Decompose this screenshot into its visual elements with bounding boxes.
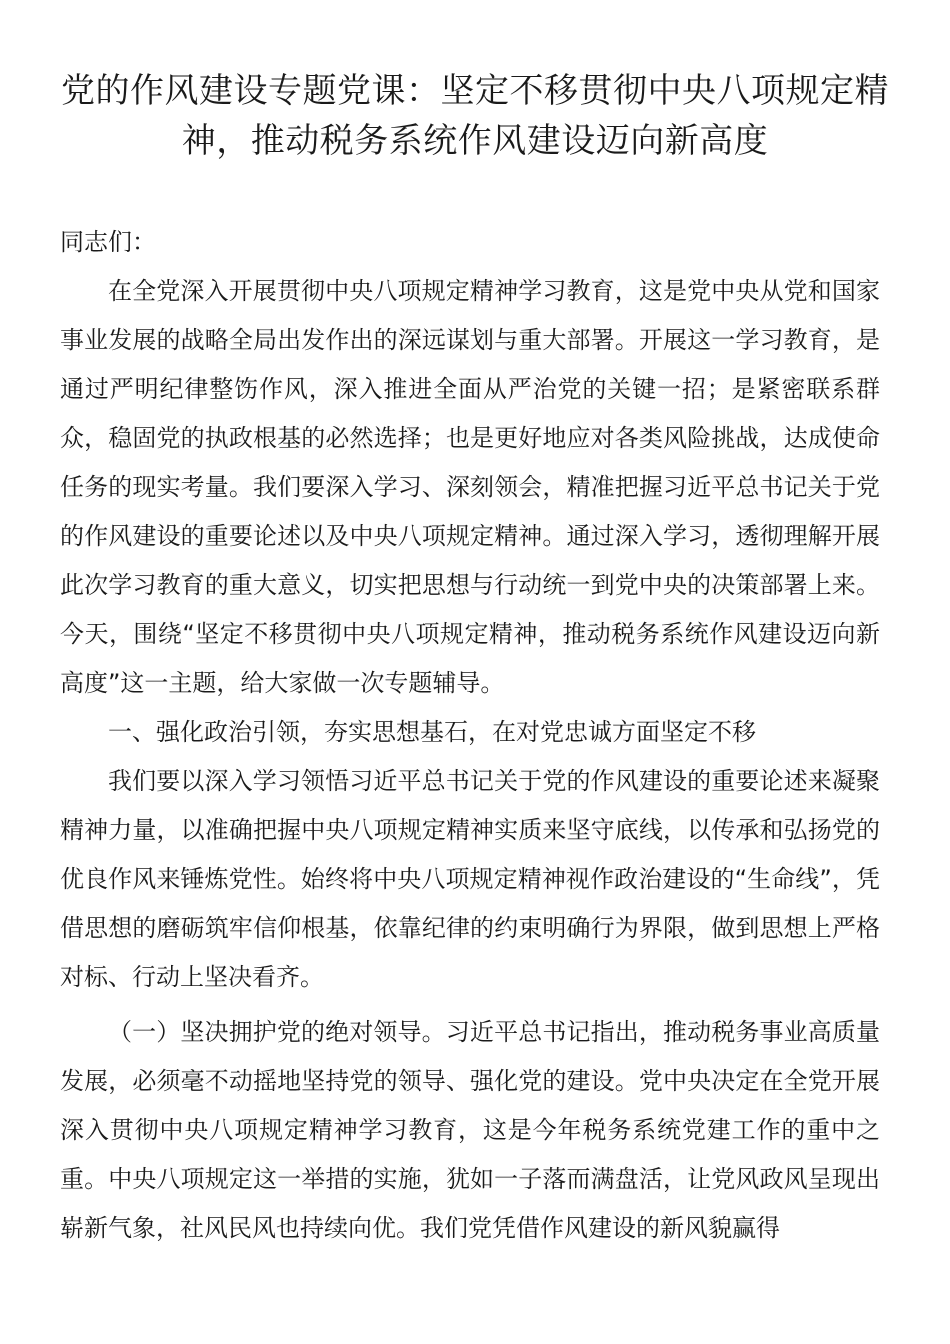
paragraph-subsection-1: （一）坚决拥护党的绝对领导。习近平总书记指出，推动税务事业高质量发展，必须毫不动摇地坚持党的领导、强化党的建设。党中央决定在全党开展深入贯彻中央八项规定精神学习教育，这是今年税务系统党建工作的重中之重。中央八项规定这一举措的实施，犹如一子落而满盘活，让党风政风呈现出崭新气象，社风民风也持续向优。我们党凭借作风建设的新风貌赢得 xyxy=(60,1018,880,1242)
paragraph-intro: 在全党深入开展贯彻中央八项规定精神学习教育，这是党中央从党和国家事业发展的战略全局出发作出的深远谋划与重大部署。开展这一学习教育，是通过严明纪律整饬作风，深入推进全面从严治党的关键一招；是紧密联系群众，稳固党的执政根基的必然选择；也是更好地应对各类风险挑战，达成使命任务的现实考量。我们要深入学习、深刻领会，精准把握习近平总书记关于党的作风建设的重要论述以及中央八项规定精神。通过深入学习，透彻理解开展此次学习教育的重大意义，切实把思想与行动统一到党中央的决策部署上来。今天，围绕“坚定不移贯彻中央八项规定精神，推动税务系统作风建设迈向新高度”这一主题，给大家做一次专题辅导。 xyxy=(60,277,880,697)
document-title: 党的作风建设专题党课：坚定不移贯彻中央八项规定精神，推动税务系统作风建设迈向新高度 xyxy=(61,71,889,161)
salutation: 同志们： xyxy=(60,228,156,256)
section-heading-1: 一、强化政治引领，夯实思想基石，在对党忠诚方面坚定不移 xyxy=(108,718,756,746)
paragraph-section-1: 我们要以深入学习领悟习近平总书记关于党的作风建设的重要论述来凝聚精神力量，以准确把握中央八项规定精神实质来坚守底线，以传承和弘扬党的优良作风来锤炼党性。始终将中央八项规定精神视作政治建设的“生命线”，凭借思想的磨砺筑牢信仰根基，依靠纪律的约束明确行为界限，做到思想上严格对标、行动上坚决看齐。 xyxy=(60,767,880,991)
document-body xyxy=(60,218,880,1253)
